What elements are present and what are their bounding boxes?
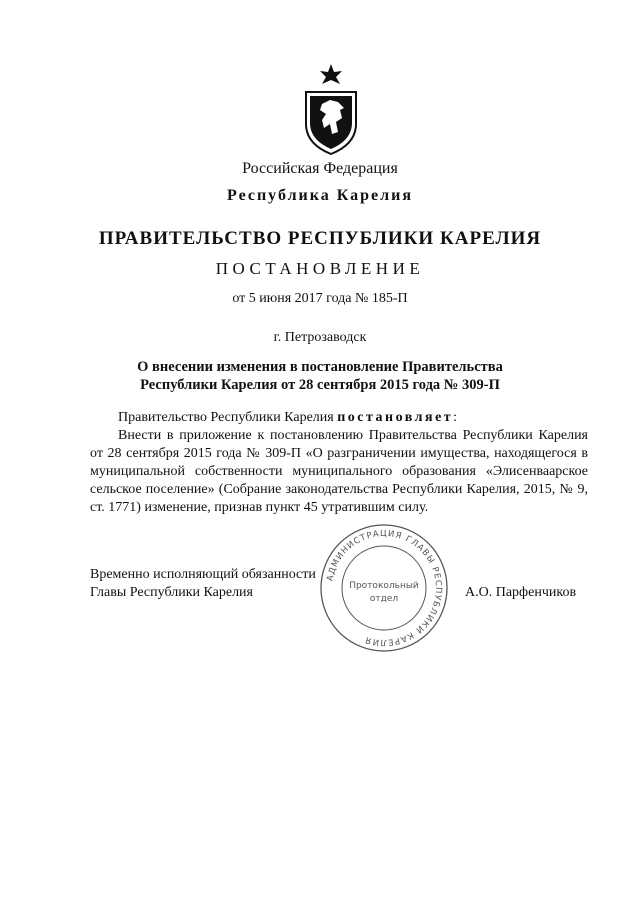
- stamp-center-line-2: отдел: [369, 594, 399, 604]
- intro-prefix: Правительство Республики Карелия: [118, 410, 338, 425]
- coat-of-arms-icon: [300, 62, 362, 157]
- signatory-name: А.О. Парфенчиков: [465, 585, 577, 600]
- stamp-ring-text: АДМИНИСТРАЦИЯ ГЛАВЫ РЕСПУБЛИКИ КАРЕЛИЯ: [325, 528, 444, 648]
- intro-verb: постановляет: [337, 410, 454, 425]
- signatory-title-line-2: Главы Республики Карелия: [90, 585, 253, 600]
- country-name: Российская Федерация: [242, 160, 398, 177]
- resolution-intro: [90, 409, 588, 427]
- city: г. Петрозаводск: [273, 330, 367, 345]
- signatory-title-line-1: Временно исполняющий обязанности: [90, 567, 316, 582]
- stamp-center-line-1: Протокольный: [349, 581, 419, 591]
- government-heading: ПРАВИТЕЛЬСТВО РЕСПУБЛИКИ КАРЕЛИЯ: [98, 228, 542, 249]
- title-line-1: О внесении изменения в постановление Правительства: [137, 359, 503, 375]
- resolution-body: Внести в приложение к постановлению Правительства Республики Карелия от 28 сентября 2015 года № 309-П «О разграничении имущества, находящегося в муниципальной собственности муниципального образования «Элисенваарское сельское поселение» (Собрание законодательства Республики Карелия, 2015, № 9, ст. 1771) изменение, признав пункт 45 утратившим силу.: [90, 428, 588, 515]
- intro-suffix: :: [453, 410, 458, 425]
- republic-name: Республика Карелия: [227, 187, 413, 204]
- date-line: от 5 июня 2017 года № 185-П: [232, 291, 408, 306]
- document-type: ПОСТАНОВЛЕНИЕ: [215, 259, 425, 278]
- title-line-2: Республики Карелия от 28 сентября 2015 года № 309-П: [140, 377, 500, 393]
- stamp-seal: [318, 522, 450, 654]
- document-title: [0, 358, 640, 394]
